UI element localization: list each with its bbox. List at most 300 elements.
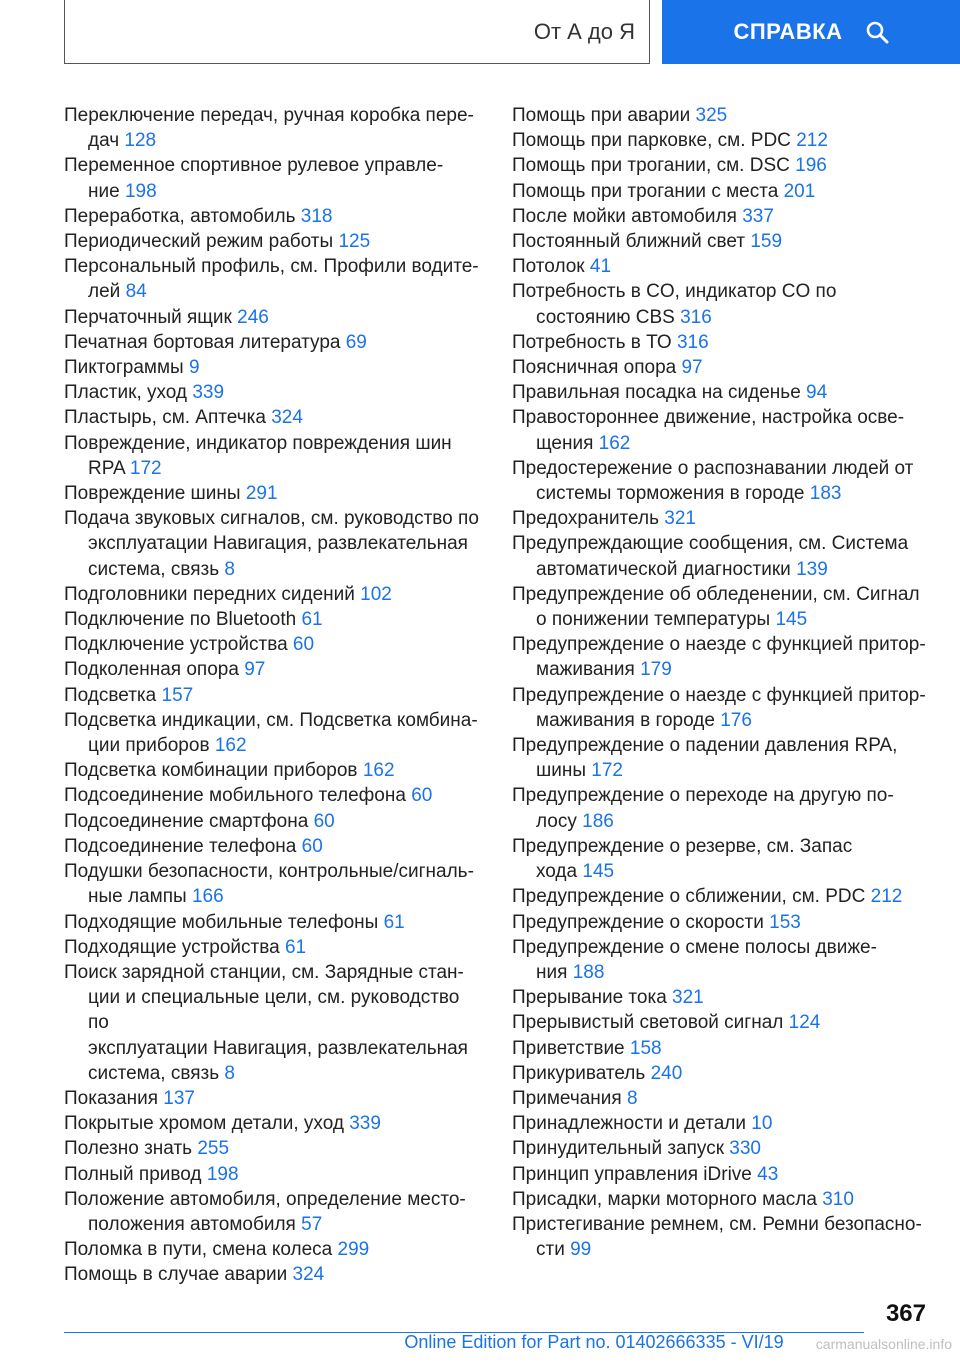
entry-line: [524, 1237, 932, 1262]
entry-line: [512, 1036, 932, 1061]
entry-term-text: лей: [88, 281, 121, 303]
page-link[interactable]: 61: [383, 911, 405, 933]
entry-line: [64, 632, 480, 657]
entry-line: [64, 305, 480, 330]
entry-term-text: Подсоединение смартфона: [64, 810, 309, 832]
page-link[interactable]: 318: [300, 205, 333, 227]
index-entry: [512, 834, 932, 884]
entry-line: [512, 506, 932, 531]
page-link[interactable]: 125: [338, 231, 371, 253]
entry-line: [524, 305, 932, 330]
index-entry: [64, 1111, 480, 1136]
page-link[interactable]: 43: [757, 1163, 779, 1185]
index-entry: [64, 683, 480, 708]
entry-line: [64, 1262, 480, 1287]
page-link[interactable]: 246: [237, 306, 269, 328]
index-entry: [64, 355, 480, 380]
page-link[interactable]: 99: [570, 1239, 592, 1261]
entry-line: [512, 1111, 932, 1136]
entry-line: [64, 1136, 480, 1161]
entry-line: эксплуатации Навигация, развлекательная: [88, 1037, 468, 1059]
page-link[interactable]: 172: [591, 760, 623, 782]
entry-term-text: Помощь при парковке, см. PDC: [512, 130, 791, 152]
index-entry: [512, 1136, 932, 1161]
entry-term-text: Поясничная опора: [512, 357, 677, 379]
entry-line: [76, 1061, 480, 1086]
index-entry: [64, 910, 480, 935]
page-link[interactable]: 183: [809, 483, 842, 505]
index-entry: [64, 431, 480, 481]
entry-term-text: Подсоединение телефона: [64, 835, 297, 857]
entry-line: [76, 1212, 480, 1237]
page-link[interactable]: 8: [224, 1062, 235, 1084]
index-column-left: [64, 103, 480, 1288]
index-entry: [64, 1086, 480, 1111]
entry-line: [64, 607, 480, 632]
entry-line: [64, 783, 480, 808]
entry-term-text: Полезно знать: [64, 1138, 193, 1160]
entry-term-text: Прерывистый световой сигнал: [512, 1012, 784, 1034]
entry-term-text: Пластик, уход: [64, 382, 188, 404]
page-link[interactable]: 240: [650, 1062, 683, 1084]
entry-line: [512, 153, 932, 178]
entry-line: Предупреждение о падении давления RPA,: [512, 735, 898, 757]
index-entry: [64, 935, 480, 960]
entry-line: [64, 834, 480, 859]
entry-term-text: Покрытые хромом детали, уход: [64, 1113, 344, 1135]
entry-line: [76, 557, 480, 582]
entry-term-text: Помощь в случае аварии: [64, 1264, 288, 1286]
entry-line: [76, 128, 480, 153]
page-link[interactable]: 325: [695, 105, 728, 126]
entry-line: Подсветка индикации, см. Подсветка комбина-: [64, 709, 478, 731]
index-entry: [512, 884, 932, 909]
page-link[interactable]: 172: [129, 457, 162, 479]
index-entry: [512, 733, 932, 783]
entry-line: [64, 330, 480, 355]
page-link[interactable]: 8: [224, 558, 235, 580]
index-entry: [64, 1237, 480, 1262]
page-link[interactable]: 137: [163, 1087, 195, 1109]
index-entry: [64, 607, 480, 632]
page-link[interactable]: 316: [676, 331, 709, 353]
index-entry: [64, 380, 480, 405]
entry-line: [512, 985, 932, 1010]
page-link[interactable]: 324: [292, 1264, 325, 1286]
entry-term-text: Подключение по Bluetooth: [64, 609, 297, 631]
entry-line: [64, 1111, 480, 1136]
entry-term-text: ния: [536, 961, 568, 983]
entry-line: [512, 355, 932, 380]
index-entry: [64, 758, 480, 783]
entry-line: [512, 1086, 932, 1111]
page-link[interactable]: 124: [788, 1012, 821, 1034]
entry-line: [524, 557, 932, 582]
entry-line: Подушки безопасности, контрольные/сигналь-: [64, 861, 474, 883]
index-entry: [64, 783, 480, 808]
entry-line: Предупреждающие сообщения, см. Система: [512, 533, 909, 555]
entry-line: Предупреждение о переходе на другую по-: [512, 785, 894, 807]
index-entry: [64, 481, 480, 506]
entry-line: [512, 884, 932, 909]
entry-term-text: Переработка, автомобиль: [64, 205, 296, 227]
page-link[interactable]: 97: [244, 659, 266, 681]
page-link[interactable]: 60: [411, 785, 433, 807]
page-link[interactable]: 9: [188, 357, 200, 379]
entry-line: [512, 330, 932, 355]
entry-line: [524, 481, 932, 506]
entry-line: [64, 683, 480, 708]
entry-term-text: Принудительный запуск: [512, 1138, 725, 1160]
entry-line: [512, 179, 932, 204]
index-entry: [512, 1086, 932, 1111]
entry-line: [524, 758, 932, 783]
page-link[interactable]: 330: [729, 1138, 761, 1160]
entry-line: [512, 254, 932, 279]
page-link[interactable]: 162: [214, 735, 247, 757]
entry-line: эксплуатации Навигация, развлекательная: [88, 533, 468, 555]
entry-term-text: Подколенная опора: [64, 659, 239, 681]
page-link[interactable]: 10: [751, 1113, 773, 1135]
entry-line: Поиск зарядной станции, см. Зарядные стан-: [64, 961, 464, 983]
index-entry: [512, 1162, 932, 1187]
index-entry: [64, 1162, 480, 1187]
entry-line: [512, 380, 932, 405]
index-entry: [512, 179, 932, 204]
page-link[interactable]: 337: [742, 205, 774, 227]
entry-term-text: Поломка в пути, смена колеса: [64, 1239, 333, 1261]
index-entry: [512, 355, 932, 380]
entry-line: [524, 607, 932, 632]
entry-term-text: Подходящие мобильные телефоны: [64, 911, 379, 933]
page-link[interactable]: 61: [284, 936, 307, 958]
entry-term-text: положения автомобиля: [88, 1213, 296, 1235]
page-link[interactable]: 291: [245, 483, 278, 505]
index-column-right: [512, 103, 932, 1262]
entry-line: [76, 456, 480, 481]
index-entry: [512, 1010, 932, 1035]
entry-term-text: Подходящие устройства: [64, 936, 280, 958]
index-entry: [64, 632, 480, 657]
entry-line: [512, 1136, 932, 1161]
index-tab-label: От А до Я: [533, 18, 635, 44]
entry-term-text: Потребность в ТО: [512, 331, 672, 353]
entry-term-text: система, связь: [88, 558, 220, 580]
page-link[interactable]: 102: [360, 583, 392, 605]
entry-line: [512, 1162, 932, 1187]
entry-line: [524, 431, 932, 456]
entry-term-text: щения: [536, 432, 594, 454]
page-link[interactable]: 212: [796, 130, 828, 152]
index-entry: [64, 405, 480, 430]
entry-line: [76, 279, 480, 304]
entry-term-text: шины: [536, 760, 587, 782]
entry-term-text: хода: [536, 861, 578, 883]
entry-term-text: Подключение устройства: [64, 634, 288, 656]
page-link[interactable]: 8: [626, 1087, 638, 1109]
index-entry: [512, 128, 932, 153]
entry-line: [524, 657, 932, 682]
entry-line: [512, 229, 932, 254]
entry-term-text: RPA: [88, 457, 125, 479]
entry-line: [64, 405, 480, 430]
entry-term-text: Принадлежности и детали: [512, 1113, 746, 1135]
page-link[interactable]: 162: [362, 760, 395, 782]
index-entry: [512, 229, 932, 254]
index-entry: [64, 859, 480, 909]
index-entry: [512, 279, 932, 329]
page-link[interactable]: 153: [769, 911, 801, 933]
page-link[interactable]: 60: [301, 835, 323, 857]
entry-line: [64, 1237, 480, 1262]
page-link[interactable]: 201: [783, 180, 816, 202]
index-entry: [512, 985, 932, 1010]
index-entry: [512, 582, 932, 632]
entry-term-text: лосу: [536, 810, 577, 832]
index-entry: [512, 405, 932, 455]
entry-line: Пристегивание ремнем, см. Ремни безопасно-: [512, 1213, 922, 1235]
page-link[interactable]: 339: [349, 1113, 381, 1135]
entry-term-text: ные лампы: [88, 886, 187, 908]
page-link[interactable]: 60: [292, 634, 315, 656]
index-entry: [512, 380, 932, 405]
entry-line: Предупреждение о резерве, см. Запас: [512, 835, 853, 857]
entry-line: [64, 229, 480, 254]
page-link[interactable]: 321: [672, 987, 704, 1009]
index-entry: [512, 456, 932, 506]
index-entry: [64, 834, 480, 859]
page-link[interactable]: 198: [206, 1163, 239, 1185]
page-link[interactable]: 57: [301, 1213, 323, 1235]
page-link[interactable]: 145: [775, 609, 808, 631]
index-tab[interactable]: [64, 0, 650, 64]
page-link[interactable]: 145: [582, 861, 615, 883]
entry-term-text: Периодический режим работы: [64, 231, 334, 253]
entry-term-text: Помощь при аварии: [512, 105, 691, 126]
page-link[interactable]: 179: [640, 659, 672, 681]
entry-term-text: Повреждение шины: [64, 483, 241, 505]
entry-term-text: Показания: [64, 1087, 158, 1109]
entry-line: [512, 1010, 932, 1035]
help-tab[interactable]: [662, 0, 960, 64]
entry-line: [64, 657, 480, 682]
index-entry: [512, 1036, 932, 1061]
entry-line: [512, 128, 932, 153]
entry-term-text: Принцип управления iDrive: [512, 1163, 752, 1185]
entry-line: [64, 935, 480, 960]
edition-footer: Online Edition for Part no. 01402666335 - VI/19: [404, 1332, 784, 1352]
page-link[interactable]: 60: [313, 810, 335, 832]
index-entry: [512, 632, 932, 682]
entry-term-text: о понижении температуры: [536, 609, 771, 631]
index-entry: [64, 153, 480, 203]
index-entry: [512, 1187, 932, 1212]
entry-line: [64, 481, 480, 506]
entry-term-text: Прерывание тока: [512, 987, 667, 1009]
entry-term-text: После мойки автомобиля: [512, 205, 737, 227]
entry-line: Переменное спортивное рулевое управле-: [64, 155, 444, 177]
entry-line: [512, 910, 932, 935]
entry-line: ции и специальные цели, см. руководство по: [88, 987, 460, 1034]
entry-line: Предупреждение о наезде с функцией притор-: [512, 634, 926, 656]
entry-term-text: Пиктограммы: [64, 357, 184, 379]
entry-term-text: Полный привод: [64, 1163, 202, 1185]
page-link[interactable]: 84: [125, 281, 147, 303]
entry-term-text: сти: [536, 1239, 565, 1261]
page-link[interactable]: 188: [572, 961, 605, 983]
page-link[interactable]: 321: [664, 508, 696, 530]
entry-term-text: Помощь при трогании, см. DSC: [512, 155, 790, 177]
entry-term-text: Помощь при трогании с места: [512, 180, 779, 202]
page-link[interactable]: 310: [822, 1188, 854, 1210]
entry-line: Предупреждение об обледенении, см. Сигнал: [512, 583, 920, 605]
entry-line: [524, 960, 932, 985]
index-entry: [512, 935, 932, 985]
index-entry: [512, 330, 932, 355]
page-link[interactable]: 198: [124, 180, 157, 202]
index-entry: [512, 1111, 932, 1136]
page-link[interactable]: 255: [197, 1138, 230, 1160]
index-entry: [64, 960, 480, 1086]
entry-term-text: дач: [88, 130, 120, 152]
index-entry: [64, 1262, 480, 1287]
entry-line: Предупреждение о наезде с функцией притор-: [512, 684, 926, 706]
index-entry: [512, 683, 932, 733]
index-entry: [64, 809, 480, 834]
entry-term-text: Подсветка комбинации приборов: [64, 760, 358, 782]
page-link[interactable]: 157: [161, 684, 194, 706]
index-entry: [64, 229, 480, 254]
entry-line: [76, 733, 480, 758]
page-link[interactable]: 186: [582, 810, 614, 832]
page-link[interactable]: 324: [271, 407, 303, 429]
entry-line: [512, 204, 932, 229]
entry-line: Персональный профиль, см. Профили водите-: [64, 256, 479, 278]
entry-line: Переключение передач, ручная коробка пере-: [64, 105, 474, 126]
page-link[interactable]: 166: [191, 886, 224, 908]
entry-line: [64, 758, 480, 783]
entry-term-text: Пластырь, см. Аптечка: [64, 407, 266, 429]
help-tab-label: СПРАВКА: [733, 19, 843, 44]
page-link[interactable]: 176: [720, 709, 752, 731]
index-entry: [64, 657, 480, 682]
entry-term-text: состоянию CBS: [536, 306, 675, 328]
page-link[interactable]: 159: [750, 231, 783, 253]
page-link[interactable]: 316: [680, 306, 712, 328]
page-link[interactable]: 69: [345, 331, 367, 353]
page-link[interactable]: 196: [795, 155, 827, 177]
entry-line: Подача звуковых сигналов, см. руководство по: [64, 508, 479, 530]
index-entry: [64, 330, 480, 355]
entry-term-text: маживания: [536, 659, 635, 681]
entry-term-text: Перчаточный ящик: [64, 306, 232, 328]
entry-term-text: ние: [88, 180, 120, 202]
entry-line: [76, 884, 480, 909]
entry-line: [64, 380, 480, 405]
entry-term-text: Постоянный ближний свет: [512, 231, 746, 253]
index-entry: [64, 1136, 480, 1161]
index-entry: [64, 506, 480, 582]
index-entry: [64, 305, 480, 330]
entry-term-text: система, связь: [88, 1062, 220, 1084]
index-entry: [512, 1212, 932, 1262]
entry-line: [512, 1061, 932, 1086]
page-link[interactable]: 339: [192, 382, 225, 404]
entry-line: Предостережение о распознавании людей от: [512, 457, 914, 479]
index-entry: [64, 103, 480, 153]
entry-term-text: Присадки, марки моторного масла: [512, 1188, 817, 1210]
index-entry: [512, 153, 932, 178]
page-link[interactable]: 128: [124, 130, 157, 152]
entry-term-text: Предупреждение о сближении, см. PDC: [512, 886, 866, 908]
entry-line: [512, 1187, 932, 1212]
entry-line: [64, 204, 480, 229]
index-entry: [64, 254, 480, 304]
entry-term-text: Прикуриватель: [512, 1062, 646, 1084]
page-link[interactable]: 212: [870, 886, 903, 908]
entry-term-text: Примечания: [512, 1087, 622, 1109]
entry-term-text: маживания в городе: [536, 709, 715, 731]
entry-term-text: автоматической диагностики: [536, 558, 791, 580]
index-entry: [512, 254, 932, 279]
index-entry: [64, 1187, 480, 1237]
entry-term-text: Подсоединение мобильного телефона: [64, 785, 406, 807]
entry-term-text: Подсветка: [64, 684, 157, 706]
entry-line: [64, 910, 480, 935]
entry-term-text: Приветствие: [512, 1037, 625, 1059]
index-entry: [512, 531, 932, 581]
entry-line: [76, 179, 480, 204]
entry-line: Положение автомобиля, определение место-: [64, 1188, 466, 1210]
entry-line: [64, 1162, 480, 1187]
entry-line: [64, 355, 480, 380]
watermark: carmanualsonline.info: [815, 1336, 952, 1352]
entry-term-text: Предупреждение о скорости: [512, 911, 764, 933]
entry-line: [64, 582, 480, 607]
page-link[interactable]: 61: [301, 609, 323, 631]
entry-line: Потребность в CO, индикатор CO по: [512, 281, 837, 303]
entry-line: Повреждение, индикатор повреждения шин: [64, 432, 452, 454]
index-entry: [512, 910, 932, 935]
index-entry: [64, 204, 480, 229]
entry-line: [64, 809, 480, 834]
index-entry: [512, 1061, 932, 1086]
entry-line: [524, 809, 932, 834]
page-link[interactable]: 41: [589, 256, 612, 278]
entry-term-text: Предохранитель: [512, 508, 659, 530]
search-icon[interactable]: [865, 20, 889, 44]
page-link[interactable]: 139: [796, 558, 828, 580]
index-entry: [64, 708, 480, 758]
entry-line: [524, 708, 932, 733]
entry-line: Правостороннее движение, настройка осве-: [512, 407, 905, 429]
index-entry: [512, 103, 932, 128]
page-number: 367: [885, 1300, 926, 1327]
page-link[interactable]: 94: [806, 382, 828, 404]
page-link[interactable]: 97: [681, 357, 703, 379]
page-link[interactable]: 158: [629, 1037, 662, 1059]
index-entry: [64, 582, 480, 607]
index-entry: [512, 204, 932, 229]
entry-line: [524, 859, 932, 884]
entry-term-text: Потолок: [512, 256, 585, 278]
entry-line: [512, 103, 932, 128]
entry-term-text: Правильная посадка на сиденье: [512, 382, 801, 404]
entry-term-text: Печатная бортовая литература: [64, 331, 341, 353]
index-entry: [512, 783, 932, 833]
page-link[interactable]: 299: [337, 1239, 370, 1261]
page-link[interactable]: 162: [598, 432, 631, 454]
